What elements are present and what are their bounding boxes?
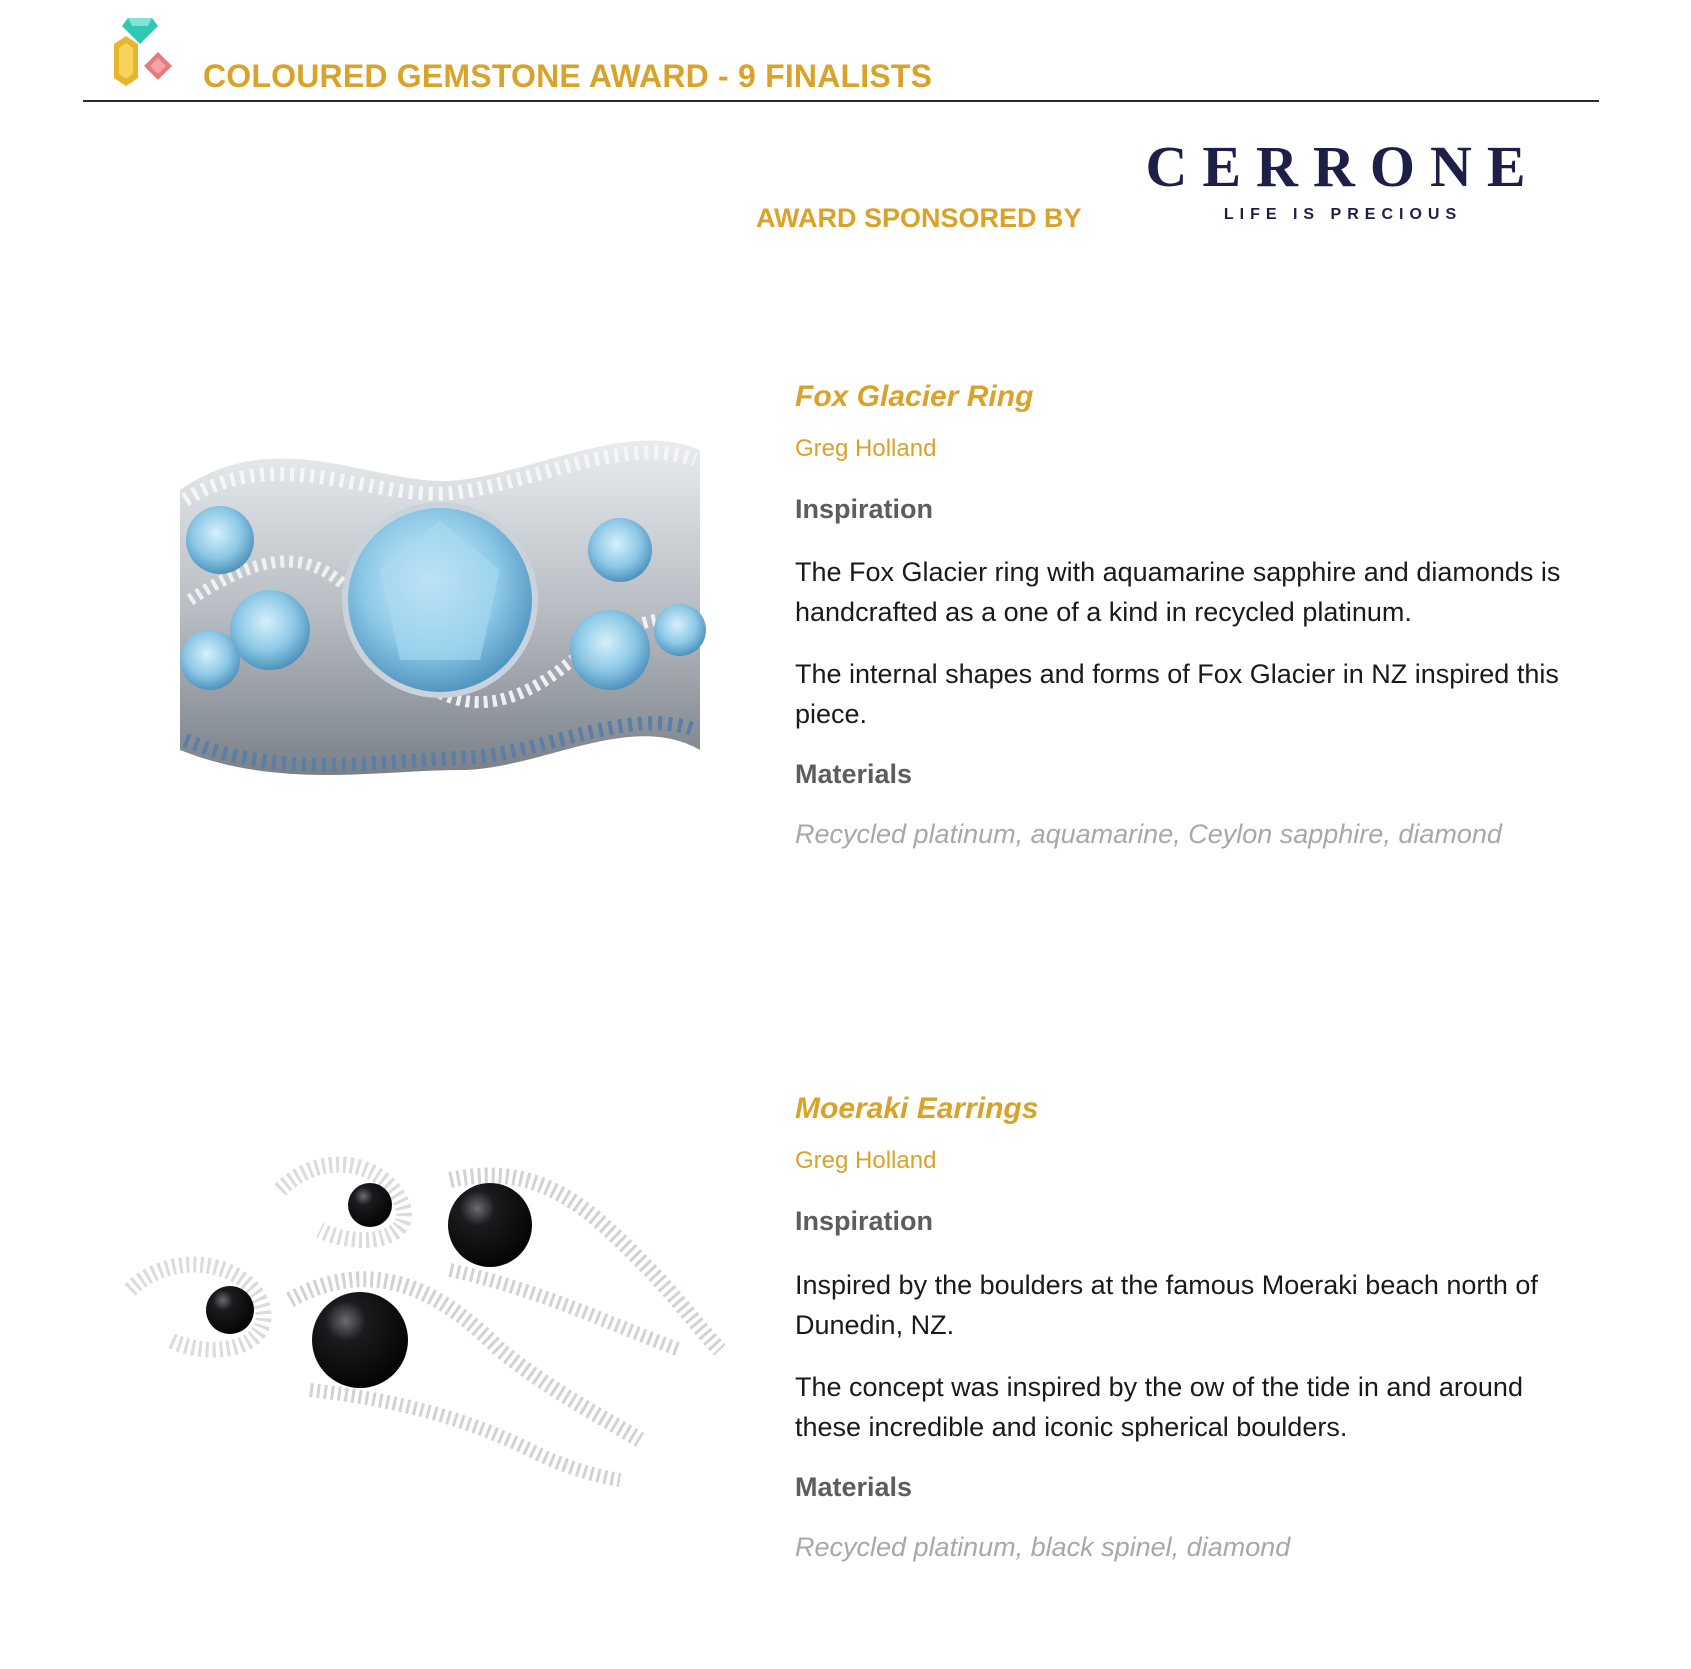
materials-heading: Materials <box>795 1472 913 1502</box>
piece-title: Fox Glacier Ring <box>795 380 1034 413</box>
piece-title: Moeraki Earrings <box>795 1092 1039 1125</box>
brand-name: CERRONE <box>1145 134 1541 199</box>
aquamarine-ring-photo <box>160 430 720 810</box>
designer-name: Greg Holland <box>795 435 937 462</box>
black-spinel-earrings-photo <box>120 1150 760 1510</box>
sponsor-logo <box>1108 134 1578 224</box>
designer-name: Greg Holland <box>795 1147 937 1174</box>
inspiration-paragraph: The Fox Glacier ring with aquamarine sapphire and diamonds is handcrafted as a one of a kind in recycled platinum. <box>795 557 1561 627</box>
header-divider <box>83 100 1599 102</box>
inspiration-heading: Inspiration <box>795 494 934 524</box>
inspiration-paragraph: The concept was inspired by the ow of the tide in and around these incredible and iconic spherical boulders. <box>795 1372 1523 1442</box>
materials-list: Recycled platinum, black spinel, diamond <box>795 1532 1291 1562</box>
materials-list: Recycled platinum, aquamarine, Ceylon sapphire, diamond <box>795 819 1502 849</box>
brand-tagline: LIFE IS PRECIOUS <box>1223 206 1463 223</box>
page-title: COLOURED GEMSTONE AWARD - 9 FINALISTS <box>203 58 933 94</box>
gemstones-icon <box>100 14 180 94</box>
sponsor-label: AWARD SPONSORED BY <box>756 203 1082 233</box>
inspiration-heading: Inspiration <box>795 1206 934 1236</box>
materials-heading: Materials <box>795 759 913 789</box>
inspiration-paragraph: The internal shapes and forms of Fox Glacier in NZ inspired this piece. <box>795 659 1559 729</box>
inspiration-paragraph: Inspired by the boulders at the famous Moeraki beach north of Dunedin, NZ. <box>795 1270 1538 1340</box>
